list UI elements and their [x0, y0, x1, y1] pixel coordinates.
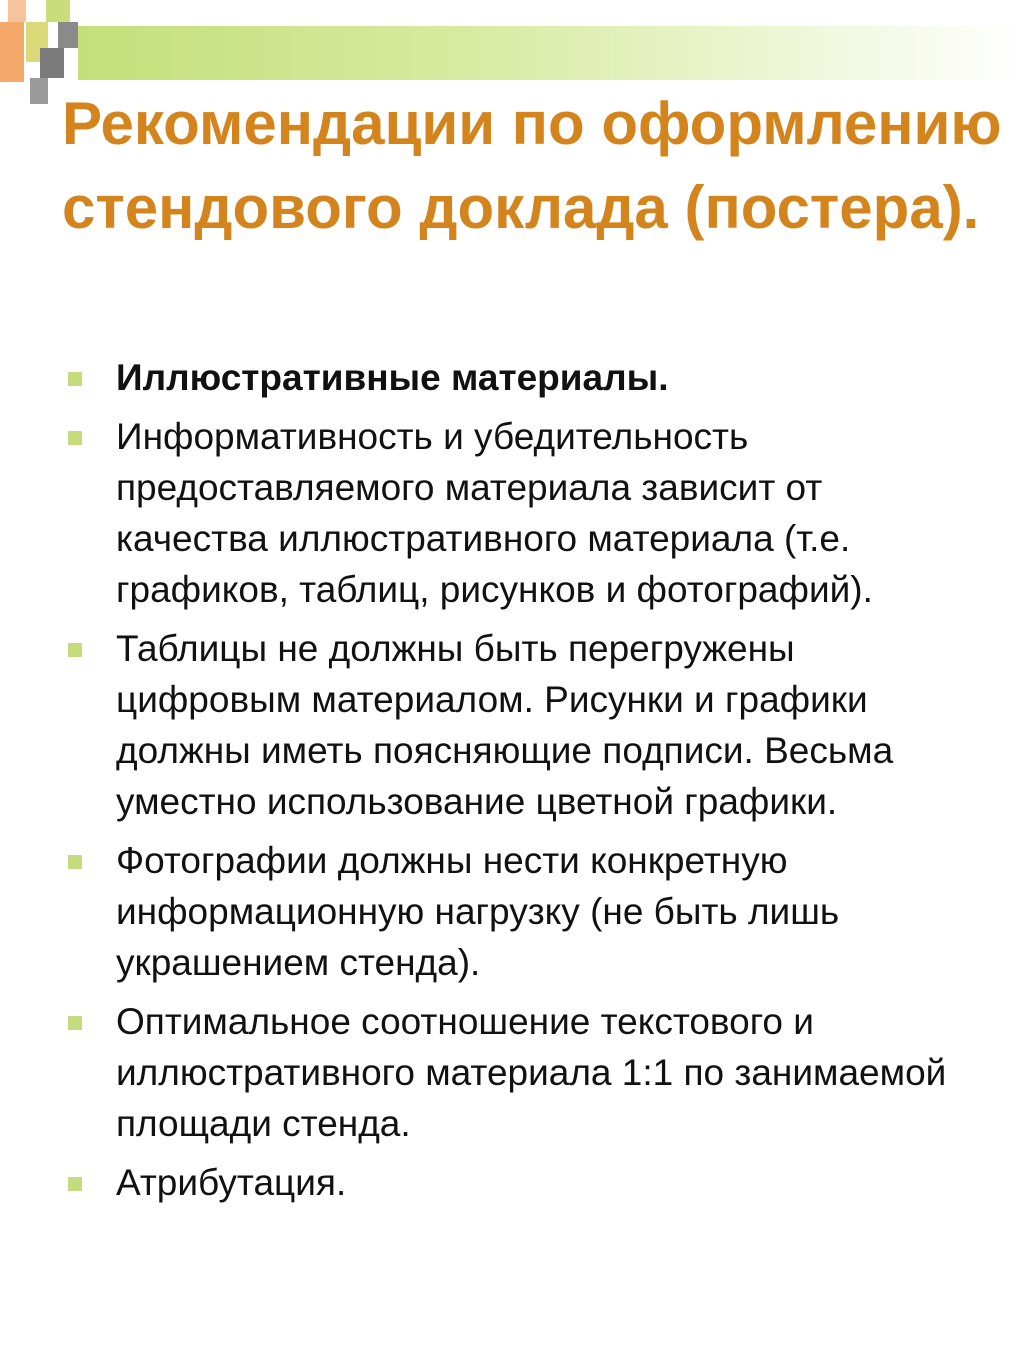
square-bullet-icon [68, 643, 82, 657]
list-item-text: Фотографии должны нести конкретную информационную нагрузку (не быть лишь украшением стенда). [116, 840, 840, 983]
list-item [64, 411, 964, 615]
decor-square-gray [30, 78, 48, 104]
list-item [64, 996, 964, 1149]
list-item-text: Таблицы не должны быть перегружены цифровым материалом. Рисунки и графики должны иметь поясняющие подписи. Весьма уместно использование цветной графики. [116, 628, 894, 822]
decor-square-gray [40, 48, 64, 78]
list-item-text: Информативность и убедительность предоставляемого материала зависит от качества иллюстративного материала (т.е. графиков, таблиц, рисунков и фотографий). [116, 416, 873, 610]
decor-square-green [46, 0, 70, 22]
list-item [64, 623, 964, 827]
square-bullet-icon [68, 1016, 82, 1030]
list-item [64, 835, 964, 988]
decor-square-orange [0, 22, 24, 82]
decor-square-white [24, 62, 40, 78]
list-item-text: Атрибутация. [116, 1162, 347, 1203]
square-bullet-icon [68, 1177, 82, 1191]
decor-square-orange-light [8, 0, 26, 22]
square-bullet-icon [68, 431, 82, 445]
slide-title: Рекомендации по оформлению стендового доклада (постера). [62, 90, 1002, 241]
square-bullet-icon [68, 372, 82, 386]
list-item [64, 1157, 964, 1208]
list-item-text: Оптимальное соотношение текстового и иллюстративного материала 1:1 по занимаемой площади стенда. [116, 1001, 947, 1144]
square-bullet-icon [68, 855, 82, 869]
decor-square-gray [58, 22, 78, 48]
list-item [64, 352, 964, 403]
list-item-text: Иллюстративные материалы. [116, 357, 669, 398]
bullet-list [64, 352, 964, 1216]
header-gradient-bar [78, 26, 1024, 80]
